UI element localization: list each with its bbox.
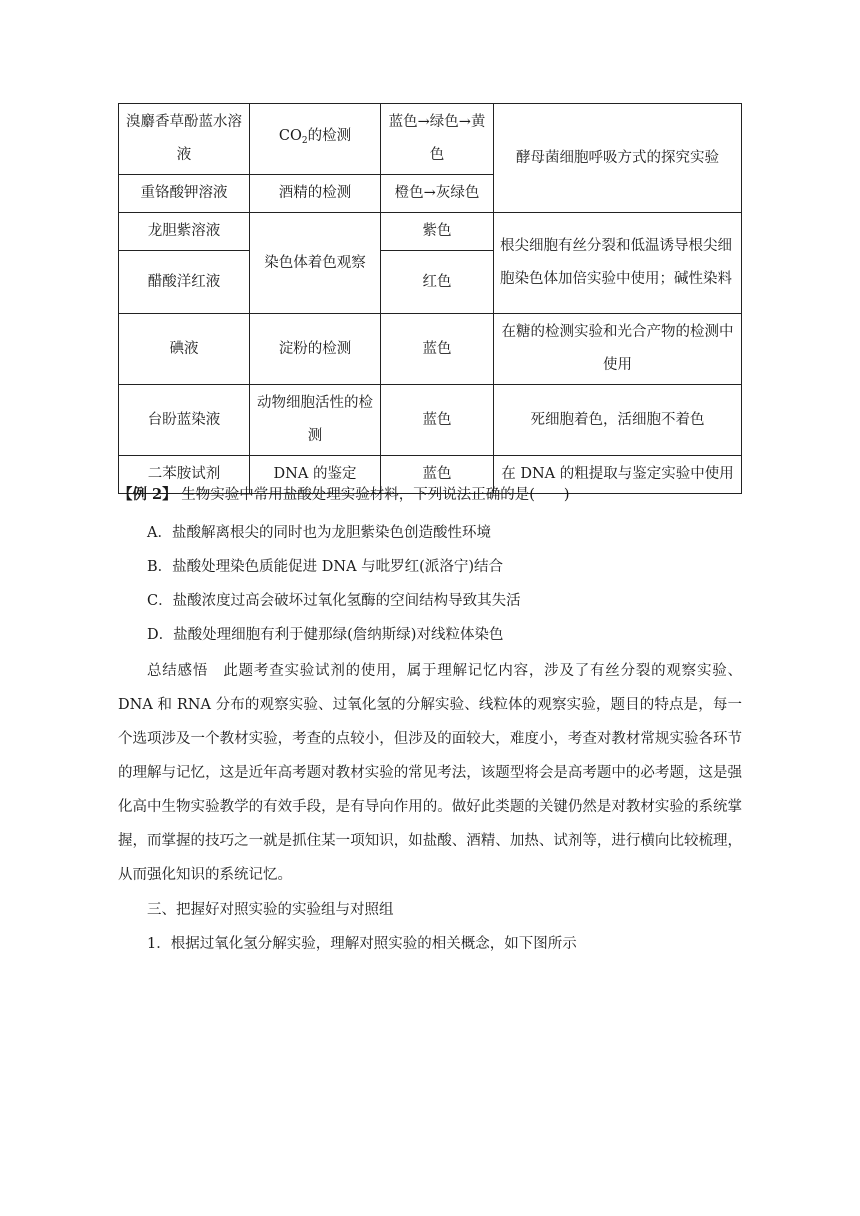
- table-row: [119, 104, 742, 175]
- cell-text: 的检测: [307, 128, 352, 144]
- table-cell: 蓝色: [381, 314, 494, 385]
- table-cell: 台盼蓝染液: [119, 385, 250, 456]
- table-row: [119, 314, 742, 385]
- table-cell: 酒精的检测: [250, 175, 381, 213]
- list-item: 1．根据过氧化氢分解实验，理解对照实验的相关概念，如下图所示: [147, 936, 577, 952]
- question-text: 生物实验中常用盐酸处理实验材料，下列说法正确的是( ): [176, 487, 570, 503]
- table-cell: 蓝色: [381, 385, 494, 456]
- table-cell: 在 DNA 的粗提取与鉴定实验中使用: [494, 456, 742, 494]
- reagent-table: [118, 103, 742, 494]
- table-cell: 碘液: [119, 314, 250, 385]
- summary-paragraph: 总结感悟 此题考查实验试剂的使用，属于理解记忆内容，涉及了有丝分裂的观察实验、DNA 和 RNA 分布的观察实验、过氧化氢的分解实验、线粒体的观察实验，题目的特点是，每一个选项涉及一个教材实验，考查的点较小，但涉及的面较大，难度小，考查对教材常规实验各环节的理解与记忆，这是近年高考题对教材实验的常见考法，该题型将会是高考题中的必考题，这是强化高中生物实验教学的有效手段，是有导向作用的。做好此类题的关键仍然是对教材实验的系统掌握，而掌握的技巧之一就是抓住某一项知识，如盐酸、酒精、加热、试剂等，进行横向比较梳理，从而强化知识的系统记忆。: [118, 663, 742, 883]
- option-c: C．盐酸浓度过高会破坏过氧化氢酶的空间结构导致其失活: [147, 593, 521, 609]
- example-label: 【例 2】: [118, 486, 177, 503]
- table-cell: 蓝色: [381, 456, 494, 494]
- table-cell: [250, 104, 381, 175]
- table-cell: 二苯胺试剂: [119, 456, 250, 494]
- option-a: A．盐酸解离根尖的同时也为龙胆紫染色创造酸性环境: [147, 525, 491, 541]
- table-cell: 蓝色→绿色→黄色: [381, 104, 494, 175]
- table-cell: 重铬酸钾溶液: [119, 175, 250, 213]
- table-row: [119, 213, 742, 251]
- example-question: [118, 478, 742, 512]
- table-cell: 溴麝香草酚蓝水溶液: [119, 104, 250, 175]
- table-cell: 红色: [381, 251, 494, 314]
- table-cell: 死细胞着色，活细胞不着色: [494, 385, 742, 456]
- option-d: D．盐酸处理细胞有利于健那绿(詹纳斯绿)对线粒体染色: [147, 627, 504, 643]
- table-cell: 在糖的检测实验和光合产物的检测中使用: [494, 314, 742, 385]
- co2-text: CO: [278, 128, 302, 144]
- table-cell: 橙色→灰绿色: [381, 175, 494, 213]
- table-cell: 淀粉的检测: [250, 314, 381, 385]
- table-cell: 动物细胞活性的检测: [250, 385, 381, 456]
- table-row: [119, 385, 742, 456]
- table-cell: 紫色: [381, 213, 494, 251]
- table-cell: 酵母菌细胞呼吸方式的探究实验: [494, 104, 742, 213]
- option-b: B．盐酸处理染色质能促进 DNA 与吡罗红(派洛宁)结合: [147, 559, 503, 575]
- table-cell: DNA 的鉴定: [250, 456, 381, 494]
- section-heading: 三、把握好对照实验的实验组与对照组: [147, 902, 394, 918]
- table-cell: 醋酸洋红液: [119, 251, 250, 314]
- subscript: 2: [301, 136, 308, 146]
- table-cell: 根尖细胞有丝分裂和低温诱导根尖细胞染色体加倍实验中使用；碱性染料: [494, 213, 742, 314]
- table-cell: 龙胆紫溶液: [119, 213, 250, 251]
- table-cell: 染色体着色观察: [250, 213, 381, 314]
